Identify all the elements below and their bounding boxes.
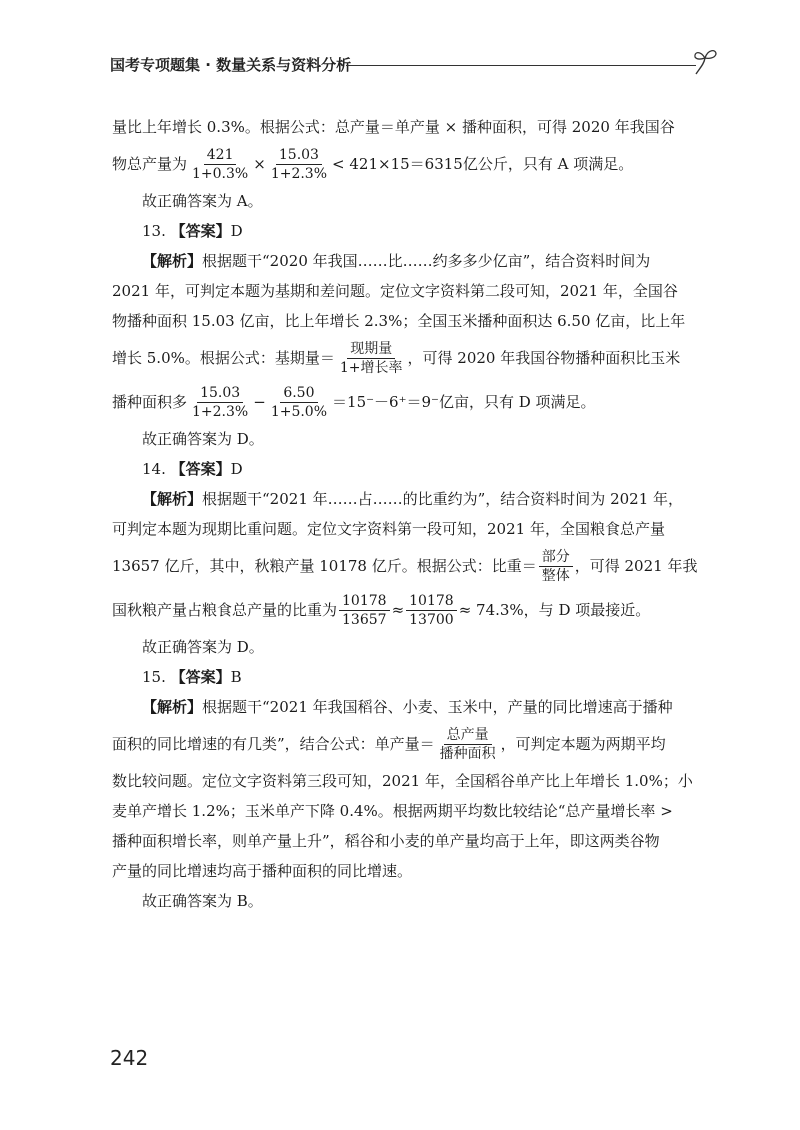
operator: × bbox=[253, 155, 266, 173]
formula-line bbox=[112, 588, 708, 632]
denominator: 整体 bbox=[541, 567, 570, 584]
denominator: 1+2.3% bbox=[192, 403, 249, 420]
question-number: 15. bbox=[142, 668, 166, 686]
text-span: 播种面积多 bbox=[112, 393, 188, 411]
answer-label: 【答案】 bbox=[170, 460, 231, 478]
text-line: 数比较问题。定位文字资料第三段可知，2021 年，全国稻谷单产比上年增长 1.0%；小 bbox=[112, 772, 693, 790]
answer-heading bbox=[112, 662, 708, 692]
numerator: 6.50 bbox=[280, 384, 317, 403]
formula-line bbox=[112, 142, 708, 186]
operator: − bbox=[253, 393, 266, 411]
numerator: 部分 bbox=[539, 548, 573, 567]
numerator: 现期量 bbox=[347, 340, 395, 359]
text-line: 播种面积增长率，则单产量上升”，稻谷和小麦的单产量均高于上年，即这两类谷物 bbox=[112, 832, 660, 850]
numerator: 15.03 bbox=[276, 146, 322, 165]
formula-line bbox=[112, 722, 708, 766]
text-span: 面积的同比增速的有几类”，结合公式：单产量＝ bbox=[112, 735, 435, 753]
answer-line: 故正确答案为 D。 bbox=[142, 430, 264, 448]
denominator: 1+增长率 bbox=[339, 359, 403, 376]
text-line: 量比上年增长 0.3%。根据公式：总产量＝单产量 × 播种面积，可得 2020 年我国谷 bbox=[112, 118, 675, 136]
fraction bbox=[189, 384, 251, 421]
fraction bbox=[268, 384, 330, 421]
text-span: ≈ 74.3%，与 D 项最接近。 bbox=[458, 601, 651, 619]
analysis-label: 【解析】 bbox=[142, 490, 203, 508]
question-number: 13. bbox=[142, 222, 166, 240]
text-line bbox=[112, 692, 708, 722]
formula-line bbox=[112, 544, 708, 588]
denominator: 13657 bbox=[342, 611, 387, 628]
operator: ≈ bbox=[391, 601, 405, 619]
fraction bbox=[406, 592, 457, 629]
fraction bbox=[539, 548, 573, 585]
fraction bbox=[337, 340, 406, 377]
denominator: 1+2.3% bbox=[270, 165, 328, 182]
fraction bbox=[339, 592, 390, 629]
text-span: 增长 5.0%。根据公式：基期量＝ bbox=[112, 349, 335, 367]
numerator: 10178 bbox=[339, 592, 390, 611]
text-span: 根据题干“2021 年我国稻谷、小麦、玉米中，产量的同比增速高于播种 bbox=[202, 698, 673, 716]
denominator: 1+0.3% bbox=[192, 165, 249, 182]
text-span: ＝15⁻－6⁺＝9⁻亿亩，只有 D 项满足。 bbox=[332, 393, 596, 411]
header-title: 国考专项题集 · 数量关系与资料分析 bbox=[110, 56, 352, 74]
answer-heading bbox=[112, 216, 708, 246]
text-line: 物播种面积 15.03 亿亩，比上年增长 2.3%；全国玉米播种面积达 6.50 亿亩，比上年 bbox=[112, 312, 686, 330]
answer-label: 【答案】 bbox=[170, 668, 231, 686]
answer-letter: D bbox=[230, 460, 243, 478]
text-span: < 421×15＝6315亿公斤，只有 A 项满足。 bbox=[332, 155, 634, 173]
text-span: ，可判定本题为两期平均 bbox=[500, 735, 666, 753]
text-line: 可判定本题为现期比重问题。定位文字资料第一段可知，2021 年，全国粮食总产量 bbox=[112, 520, 665, 538]
question-number: 14. bbox=[142, 460, 166, 478]
numerator: 15.03 bbox=[197, 384, 243, 403]
text-line: 产量的同比增速均高于播种面积的同比增速。 bbox=[112, 862, 413, 880]
text-line bbox=[112, 484, 708, 514]
text-span: ，可得 2020 年我国谷物播种面积比玉米 bbox=[407, 349, 681, 367]
text-span: 物总产量为 bbox=[112, 155, 188, 173]
answer-label: 【答案】 bbox=[170, 222, 231, 240]
answer-line: 故正确答案为 A。 bbox=[142, 192, 263, 210]
text-span: 根据题干“2021 年……占……的比重约为”，结合资料时间为 2021 年， bbox=[202, 490, 684, 508]
formula-line bbox=[112, 336, 708, 380]
formula-line bbox=[112, 380, 708, 424]
fraction bbox=[189, 146, 251, 183]
numerator: 10178 bbox=[406, 592, 457, 611]
analysis-label: 【解析】 bbox=[142, 252, 203, 270]
text-line: 麦单产增长 1.2%；玉米单产下降 0.4%。根据两期平均数比较结论“总产量增长率 > bbox=[112, 802, 673, 820]
text-line bbox=[112, 246, 708, 276]
sprout-icon bbox=[690, 46, 720, 76]
answer-heading bbox=[112, 454, 708, 484]
numerator: 总产量 bbox=[444, 726, 492, 745]
text-span: 国秋粮产量占粮食总产量的比重为 bbox=[112, 601, 338, 619]
text-span: 根据题干“2020 年我国……比……约多多少亿亩”，结合资料时间为 bbox=[202, 252, 651, 270]
answer-letter: D bbox=[230, 222, 243, 240]
fraction bbox=[437, 726, 499, 763]
answer-line: 故正确答案为 B。 bbox=[142, 892, 263, 910]
denominator: 播种面积 bbox=[439, 745, 496, 762]
page-number: 242 bbox=[110, 1046, 149, 1070]
analysis-label: 【解析】 bbox=[142, 698, 203, 716]
denominator: 13700 bbox=[409, 611, 454, 628]
fraction bbox=[268, 146, 330, 183]
text-span: 13657 亿斤，其中，秋粮产量 10178 亿斤。根据公式：比重＝ bbox=[112, 557, 537, 575]
answer-letter: B bbox=[230, 668, 242, 686]
text-span: ，可得 2021 年我 bbox=[574, 557, 698, 575]
header-rule bbox=[346, 65, 696, 66]
text-line: 2021 年，可判定本题为基期和差问题。定位文字资料第二段可知，2021 年，全国谷 bbox=[112, 282, 678, 300]
numerator: 421 bbox=[204, 146, 237, 165]
answer-line: 故正确答案为 D。 bbox=[142, 638, 264, 656]
denominator: 1+5.0% bbox=[270, 403, 328, 420]
running-header bbox=[110, 46, 720, 76]
page-body bbox=[112, 112, 708, 916]
